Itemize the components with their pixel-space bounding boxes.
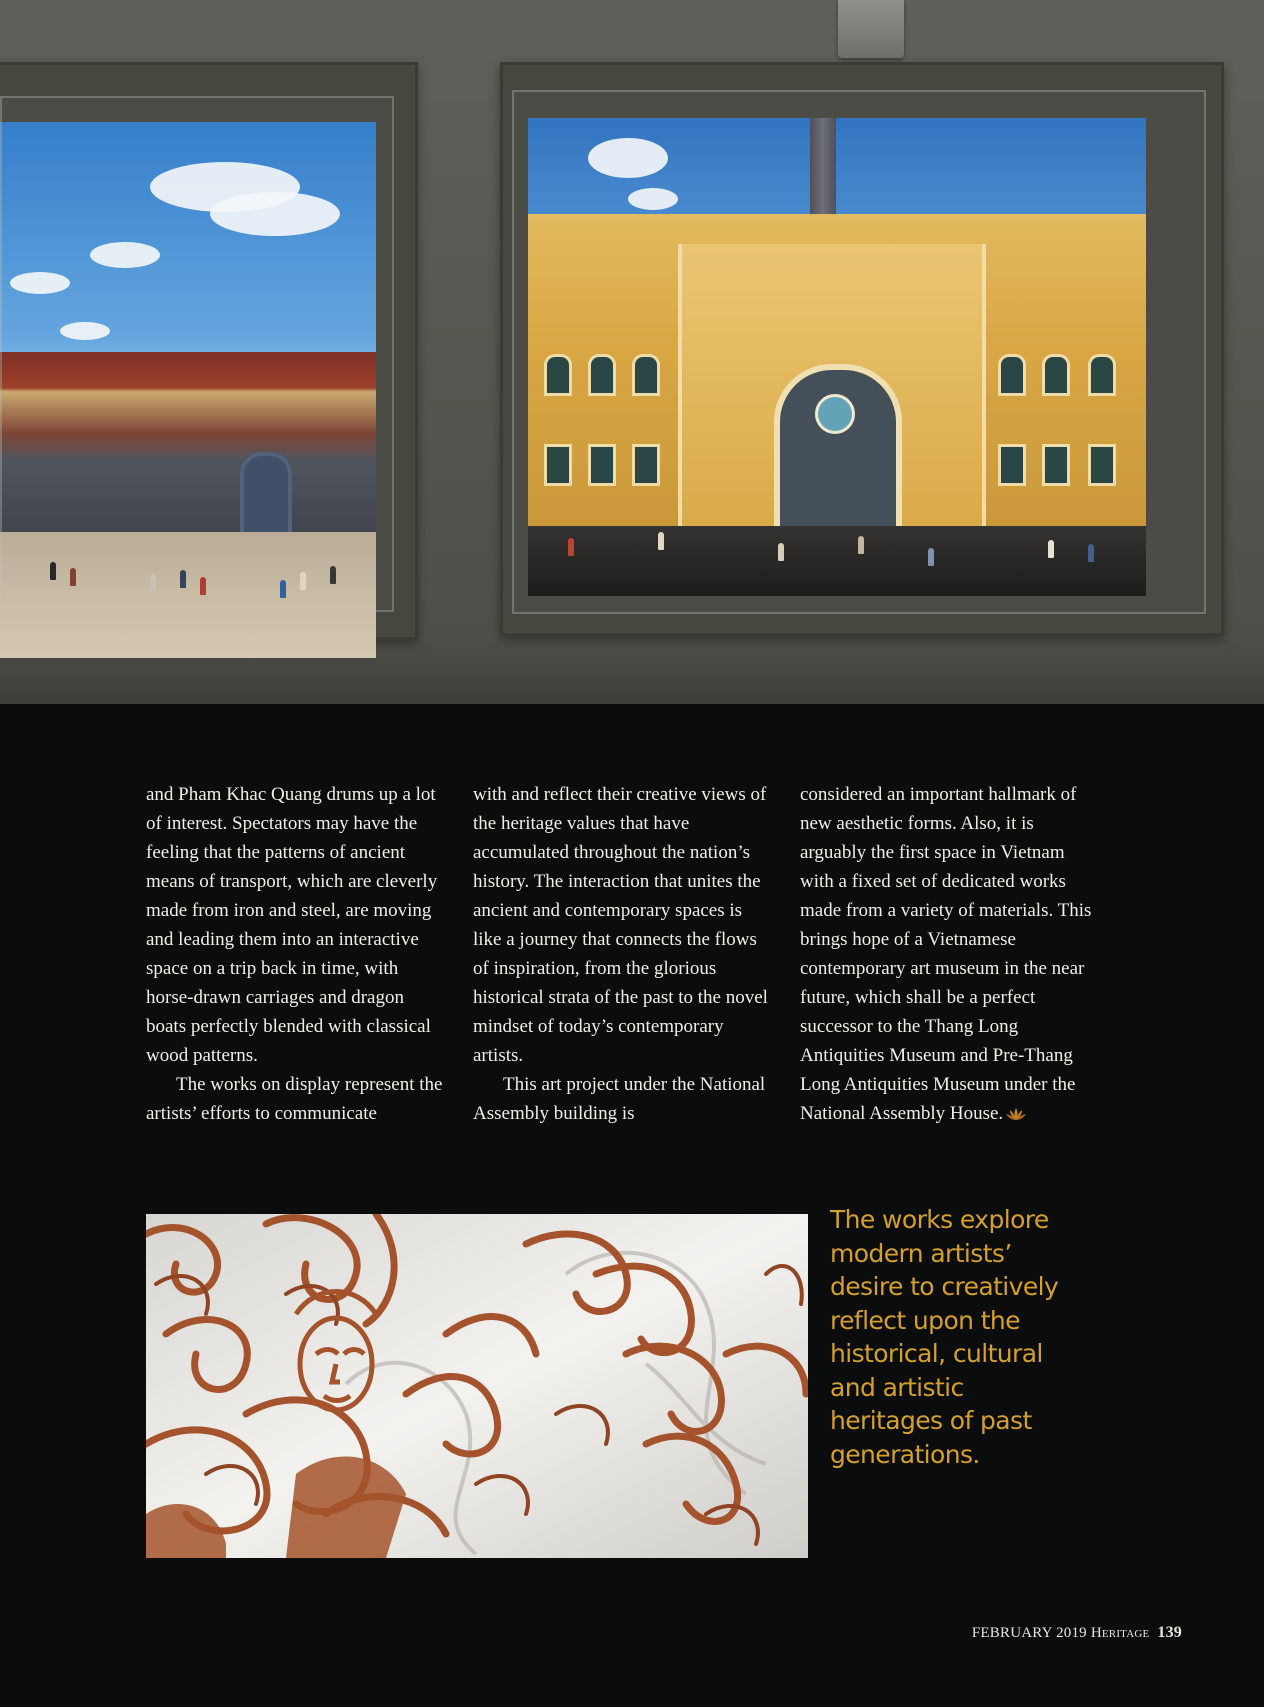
page-folio (972, 1624, 1182, 1642)
pull-quote-line: desire to creatively (830, 1272, 1059, 1301)
text-column-1 (146, 780, 446, 1128)
diorama-frame-imperial-citadel (0, 62, 418, 640)
pull-quote-line: historical, cultural (830, 1339, 1043, 1368)
paragraph-text: considered an important hallmark of new aesthetic forms. Also, it is arguably the first space in Vietnam with a fixed set of dedicated works made from a variety of materials. This brings hope of a Vietnamese contemporary art museum in the near future, which shall be a perfect successor to the Thang Long Antiquities Museum and Pre-Thang Long Antiquities Museum under the National Assembly House. (800, 784, 1092, 1124)
metal-cutout-artwork-photo (146, 1214, 808, 1558)
diorama-frame-post-office (500, 62, 1224, 636)
pull-quote (830, 1203, 1060, 1471)
paragraph: The works on display represent the artists’ efforts to communicate (146, 1074, 443, 1124)
pull-quote-line: heritages of past (830, 1406, 1032, 1435)
paragraph (800, 780, 1100, 1130)
paragraph: with and reflect their creative views of the heritage values that have accumulated throughout the nation’s history. The interaction that unites the ancient and contemporary spaces is like a journey that connects the flows of inspiration, from the glorious historical strata of the past to the novel mindset of today’s contemporary artists. (473, 784, 768, 1066)
pull-quote-line: modern artists’ (830, 1238, 1012, 1268)
cutout-artwork-illustration (146, 1214, 808, 1558)
lotus-icon (1005, 1101, 1027, 1130)
pull-quote-line: generations. (830, 1439, 980, 1469)
paragraph: This art project under the National Assembly building is (473, 1074, 766, 1124)
text-column-2 (473, 780, 773, 1128)
ceiling-light-fixture (838, 0, 904, 58)
pull-quote-line: and artistic (830, 1372, 964, 1402)
pull-quote-line: reflect upon the (830, 1305, 1020, 1335)
text-column-3 (800, 780, 1100, 1130)
page-number: 139 (1157, 1624, 1182, 1641)
folio-date: FEBRUARY 2019 (971, 1625, 1087, 1641)
folio-magazine-name: Heritage (1090, 1625, 1150, 1641)
exhibition-photo (0, 0, 1264, 704)
pull-quote-line: The works explore (830, 1205, 1049, 1234)
paragraph: and Pham Khac Quang drums up a lot of interest. Spectators may have the feeling that the patterns of ancient means of transport, which are cleverly made from iron and steel, are moving and leading them into an interactive space on a trip back in time, with horse-drawn carriages and dragon boats perfectly blended with classical wood patterns. (146, 784, 438, 1066)
